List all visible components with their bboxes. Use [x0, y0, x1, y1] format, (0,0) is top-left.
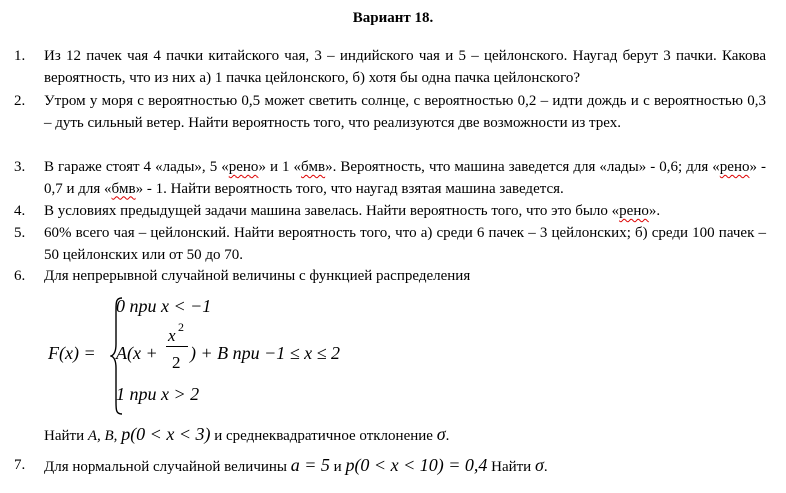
problem-text: Найти A, B, p(0 < x < 3) и среднеквадратичное отклонение σ.: [44, 424, 450, 444]
misspelled-word: рено: [619, 203, 649, 219]
formula-frac-num: x: [168, 326, 176, 345]
formula-frac-line: [166, 346, 188, 347]
variant-title: Вариант 18.: [352, 10, 434, 26]
formula-frac-exp: 2: [178, 320, 184, 334]
problem-text: Из 12 пачек чая 4 пачки китайского чая, 3 – индийского чая и 5 – цейлонского. Наугад берут 3 пачки. Какова вероятность, что из них а) 1 пачка цейлонского, б) хотя бы одна пачка цейлонского?: [44, 48, 766, 86]
misspelled-word: бмв: [301, 159, 326, 175]
formula-row-2-b: ) + B при −1 ≤ x ≤ 2: [190, 343, 341, 363]
problem-text: Утром у моря с вероятностью 0,5 может светить солнце, с вероятностью 0,2 – идти дождь и с вероятностью 0,3 – дуть сильный ветер. Найти вероятность того, что реализуются две возможности из трех.: [44, 93, 766, 131]
problem-text: В условиях предыдущей задачи машина завелась. Найти вероятность того, что это было «рено».: [44, 203, 661, 219]
formula-lhs: F(x) =: [48, 343, 96, 363]
misspelled-word: рено: [719, 159, 750, 175]
formula-frac-den: 2: [172, 353, 181, 372]
formula-row-3: 1 при x > 2: [116, 384, 200, 404]
formula-row-1: 0 при x < −1: [116, 296, 212, 316]
problem-text: 60% всего чая – цейлонский. Найти вероятность того, что а) среди 6 пачек – 3 цейлонских; б) среди 100 пачек – 50 цейлонских или от 50 до 70.: [44, 225, 766, 263]
problem-number: 2.: [14, 93, 26, 109]
misspelled-word: рено: [228, 159, 259, 175]
problem-number: 7.: [14, 457, 26, 473]
problem-text: В гараже стоят 4 «лады», 5 «рено» и 1 «бмв». Вероятность, что машина заведется для «лады» - 0,6; для «рено» - 0,7 и для «бмв» - 1. Найти вероятность того, что наугад взятая машина заведется.: [44, 159, 767, 197]
problem-number: 3.: [14, 159, 26, 175]
problem-number: 5.: [14, 225, 26, 241]
misspelled-word: бмв: [111, 180, 136, 197]
problem-number: 6.: [14, 268, 26, 284]
problem-number: 4.: [14, 203, 26, 219]
problem-number: 1.: [14, 48, 26, 64]
distribution-formula: [48, 296, 378, 416]
formula-row-2-a: A(x +: [116, 343, 158, 363]
problem-text: Для непрерывной случайной величины с функцией распределения: [44, 268, 471, 284]
problem-text: Для нормальной случайной величины a = 5 и p(0 < x < 10) = 0,4 Найти σ.: [44, 455, 548, 475]
